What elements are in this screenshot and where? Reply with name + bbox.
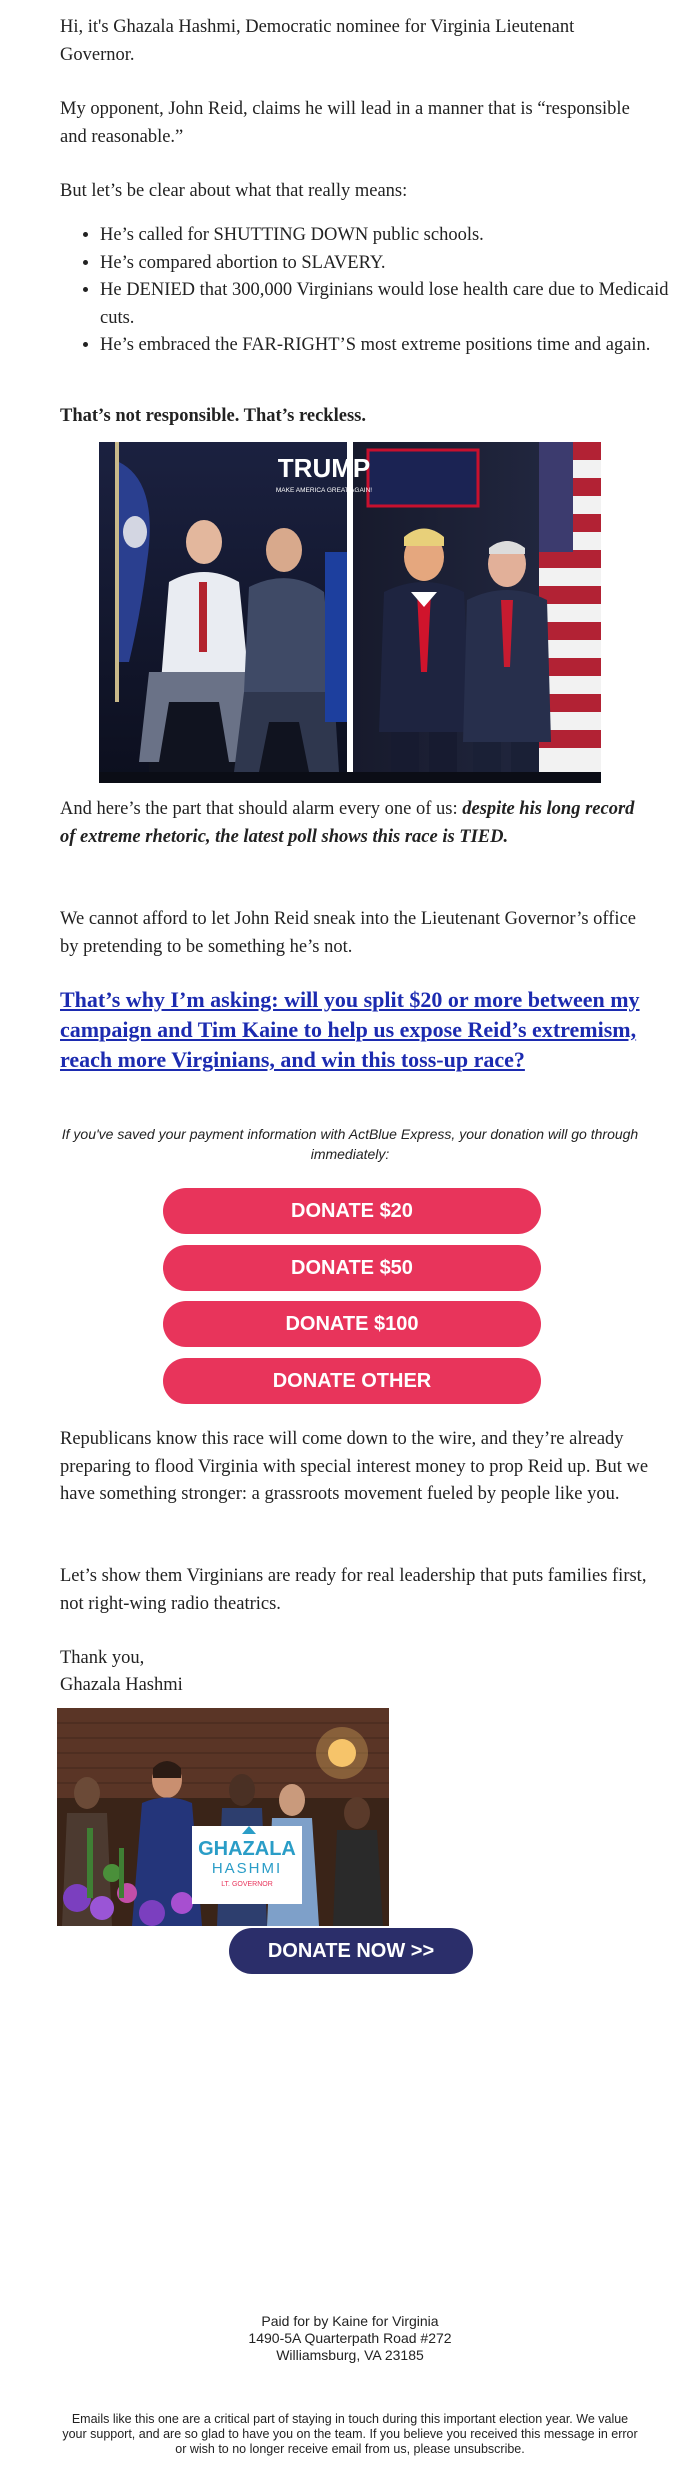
split-donation-link[interactable]: That’s why I’m asking: will you split $20 or more between my campaign and Tim Kaine to help us expose Reid’s extremism, reach more Virginians, and win this toss-up race?	[60, 987, 640, 1072]
signoff-thanks: Thank you,	[60, 1648, 145, 1668]
donate-other-button[interactable]: DONATE OTHER	[163, 1358, 541, 1404]
clear-paragraph: But let’s be clear about what that really means:	[60, 181, 408, 201]
donate-20-button[interactable]: DONATE $20	[163, 1188, 541, 1234]
trump-sign-text: TRUMP	[277, 453, 371, 483]
actblue-express-note: If you've saved your payment information with ActBlue Express, your donation will go through immediately:	[61, 1126, 639, 1162]
hashmi-sign-line2: HASHMI	[211, 1860, 283, 1877]
donate-now-button[interactable]: DONATE NOW >>	[229, 1928, 473, 1974]
paid-for-line: Paid for by Kaine for Virginia	[261, 2313, 439, 2329]
hashmi-rally-photo-art	[57, 1708, 389, 1926]
sneak-paragraph: We cannot afford to let John Reid sneak into the Lieutenant Governor’s office by pretending to be something he’s not.	[60, 909, 636, 957]
address-line-1: 1490-5A Quarterpath Road #272	[248, 2330, 452, 2346]
greeting-paragraph: Hi, it's Ghazala Hashmi, Democratic nominee for Virginia Lieutenant Governor.	[60, 17, 575, 65]
hashmi-rally-photo	[57, 1708, 389, 1926]
donate-100-button[interactable]: DONATE $100	[163, 1301, 541, 1347]
republicans-paragraph: Republicans know this race will come down to the wire, and they’re already preparing to flood Virginia with special interest money to prop Reid up. But we have something stronger: a grassroots movement fueled by people like you.	[60, 1429, 649, 1504]
attack-list	[60, 222, 690, 360]
donate-50-button[interactable]: DONATE $50	[163, 1245, 541, 1291]
trump-sign-subtext: MAKE AMERICA GREAT AGAIN!	[275, 487, 373, 494]
signoff-name: Ghazala Hashmi	[60, 1675, 183, 1695]
hashmi-sign-line3: LT. GOVERNOR	[221, 1881, 273, 1888]
alarm-emphasis: despite his long record of extreme rhetoric, the latest poll shows this race is TIED.	[60, 799, 635, 847]
list-item: • He’s compared abortion to SLAVERY.	[100, 250, 690, 278]
reckless-heading: That’s not responsible. That’s reckless.	[60, 406, 366, 426]
address-line-2: Williamsburg, VA 23185	[276, 2347, 424, 2363]
alarm-paragraph	[60, 796, 650, 851]
list-item: • He DENIED that 300,000 Virginians would lose health care due to Medicaid cuts.	[100, 277, 690, 332]
leadership-paragraph: Let’s show them Virginians are ready for real leadership that puts families first, not right-wing radio theatrics.	[60, 1566, 647, 1614]
alarm-lead: And here’s the part that should alarm every one of us:	[60, 799, 463, 819]
list-item: • He’s embraced the FAR-RIGHT’S most extreme positions time and again.	[100, 332, 690, 360]
opponent-paragraph: My opponent, John Reid, claims he will lead in a manner that is “responsible and reasonable.”	[60, 99, 630, 147]
reid-photo-collage	[99, 442, 601, 783]
list-item: • He’s called for SHUTTING DOWN public schools.	[100, 222, 690, 250]
footer-disclaimer: Emails like this one are a critical part of staying in touch during this important election year. We value your support, and are so glad to have you on the team. If you believe you received this message in error or wish to no longer receive email from us, please unsubscribe.	[62, 2412, 638, 2456]
hashmi-sign-line1: GHAZALA	[198, 1838, 296, 1860]
